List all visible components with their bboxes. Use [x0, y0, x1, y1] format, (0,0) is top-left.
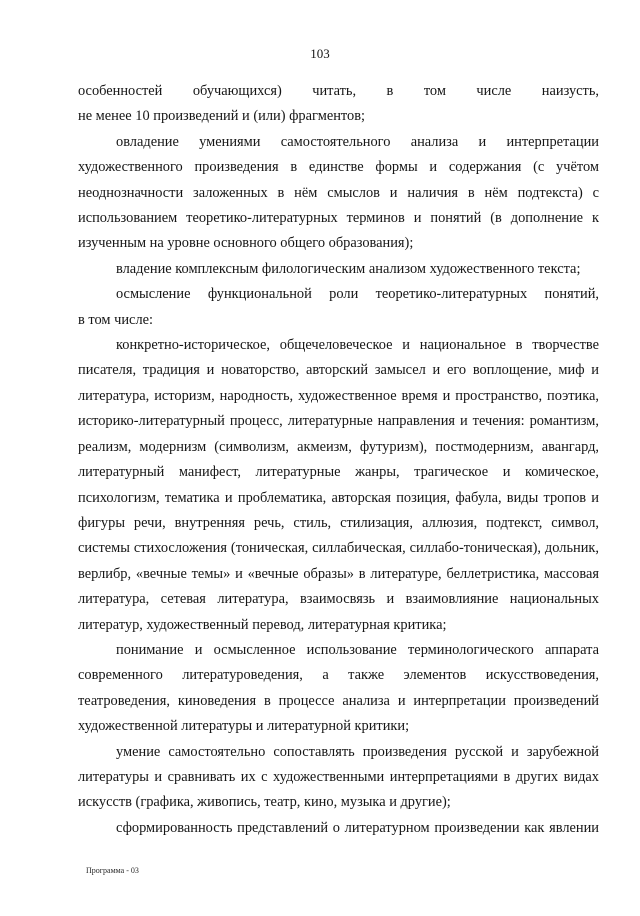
paragraph-functional-role: осмысление функциональной роли теоретико-литературных понятий, — [116, 286, 599, 303]
paragraph-continuation-end: не менее 10 произведений и (или) фрагментов; — [78, 108, 366, 125]
paragraph-comparison-skills: умение самостоятельно сопоставлять произведения русской и зарубежной литературы и сравнивать их с художественными интерпретациями в других видах искусств (графика, живопись, театр, кино, музыка и другие); — [78, 743, 599, 811]
paragraph-philological-analysis: владение комплексным филологическим анализом художественного текста; — [116, 260, 581, 277]
body-text — [78, 79, 599, 841]
paragraph-literary-work-concept: сформированность представлений о литературном произведении как явлении — [116, 819, 599, 836]
paragraph-functional-role-end: в том числе: — [78, 311, 154, 328]
page-footer: Программа - 03 — [86, 866, 139, 875]
paragraph-terms-list: конкретно-историческое, общечеловеческое и национальное в творчестве писателя, традиция и новаторство, авторский замысел и его воплощение, миф и литература, историзм, народность, художественное время и пространство, поэтика, историко-литературный процесс, литературные направления и течения: романтизм, реализм, модернизм (символизм, акмеизм, футуризм), постмодернизм, авангард, литературный манифест, литературные жанры, трагическое и комическое, психологизм, тематика и проблематика, авторская позиция, фабула, виды тропов и фигуры речи, внутренняя речь, стиль, стилизация, аллюзия, подтекст, символ, системы стихосложения (тоническая, силлабическая, силлабо-тоническая), дольник, верлибр, «вечные темы» и «вечные образы» в литературе, беллетристика, массовая литература, сетевая литература, взаимосвязь и взаимовлияние национальных литератур, художественный перевод, литературная критика; — [78, 337, 599, 633]
paragraph-continuation: особенностей обучающихся) читать, в том числе наизусть, — [78, 83, 599, 99]
paragraph-terminology-use: понимание и осмысленное использование терминологического аппарата современного литературоведения, а также элементов искусствоведения, театроведения, киноведения в процессе анализа и интерпретации произведений художественной литературы и литературной критики; — [78, 641, 599, 735]
page-number: 103 — [310, 46, 330, 61]
paragraph-analysis-skills: овладение умениями самостоятельного анализа и интерпретации художественного произведения в единстве формы и содержания (с учётом неоднозначности заложенных в нём смыслов и наличия в нём подтекста) с использованием теоретико-литературных терминов и понятий (в дополнение к изученным на уровне основного общего образования); — [78, 133, 599, 252]
